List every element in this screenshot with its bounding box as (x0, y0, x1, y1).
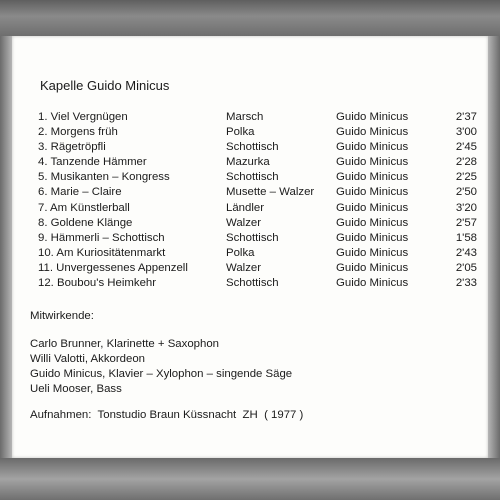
track-row (38, 185, 482, 200)
recording-info: Aufnahmen: Tonstudio Braun Küssnacht ZH ( 1977 ) (30, 409, 304, 421)
track-title: 4. Tanzende Hämmer (38, 156, 147, 169)
track-composer: Guido Minicus (336, 126, 409, 139)
album-title: Kapelle Guido Minicus (40, 78, 170, 93)
track-duration: 2'50 (455, 186, 477, 199)
track-composer: Guido Minicus (336, 261, 409, 274)
track-composer: Guido Minicus (336, 186, 409, 199)
track-row (38, 231, 482, 246)
track-style: Schottisch (226, 171, 279, 184)
track-composer: Guido Minicus (336, 277, 409, 290)
track-style: Polka (226, 246, 255, 259)
track-style: Ländler (226, 201, 264, 214)
track-title: 6. Marie – Claire (38, 186, 122, 199)
track-style: Walzer (226, 216, 262, 229)
track-title: 5. Musikanten – Kongress (38, 171, 170, 184)
back-cover-sheet (12, 36, 488, 458)
track-composer: Guido Minicus (336, 216, 409, 229)
track-row (38, 110, 482, 125)
track-duration: 3'00 (455, 126, 477, 139)
track-duration: 2'57 (455, 216, 477, 229)
track-style: Musette – Walzer (226, 186, 315, 199)
track-duration: 1'58 (455, 231, 477, 244)
track-list (38, 110, 482, 291)
track-composer: Guido Minicus (336, 231, 409, 244)
track-style: Schottisch (226, 141, 279, 154)
track-duration: 2'33 (455, 277, 477, 290)
performers-label: Mitwirkende: (30, 310, 94, 322)
track-duration: 3'20 (455, 201, 477, 214)
track-title: 12. Boubou's Heimkehr (38, 277, 157, 290)
track-row (38, 125, 482, 140)
track-title: 9. Hämmerli – Schottisch (38, 231, 165, 244)
track-row (38, 246, 482, 261)
track-row (38, 140, 482, 155)
track-style: Walzer (226, 261, 262, 274)
track-composer: Guido Minicus (336, 141, 409, 154)
performer-item: Guido Minicus, Klavier – Xylophon – singende Säge (30, 368, 293, 381)
track-duration: 2'45 (455, 141, 477, 154)
track-row (38, 201, 482, 216)
case-left-edge (0, 36, 12, 458)
track-duration: 2'37 (455, 111, 477, 123)
track-title: 3. Rägetröpfli (38, 141, 106, 154)
track-title: 1. Viel Vergnügen (38, 111, 128, 123)
track-style: Mazurka (226, 156, 270, 169)
track-composer: Guido Minicus (336, 156, 409, 169)
track-composer: Guido Minicus (336, 171, 409, 184)
track-duration: 2'25 (455, 171, 477, 184)
performer-item: Willi Valotti, Akkordeon (30, 353, 146, 366)
track-style: Schottisch (226, 231, 279, 244)
case-top-edge (0, 0, 500, 36)
track-composer: Guido Minicus (336, 201, 409, 214)
track-row (38, 155, 482, 170)
track-duration: 2'43 (455, 246, 477, 259)
track-title: 11. Unvergessenes Appenzell (38, 261, 188, 274)
track-row (38, 216, 482, 231)
performer-item: Ueli Mooser, Bass (30, 383, 122, 396)
track-row (38, 170, 482, 185)
track-row (38, 276, 482, 291)
track-duration: 2'28 (455, 156, 477, 169)
case-bottom-edge (0, 458, 500, 500)
case-right-edge (488, 36, 500, 458)
track-style: Polka (226, 126, 255, 139)
performers-list (30, 337, 292, 397)
track-title: 2. Morgens früh (38, 126, 118, 139)
track-style: Marsch (226, 111, 264, 123)
track-duration: 2'05 (455, 261, 477, 274)
performer-item: Carlo Brunner, Klarinette + Saxophon (30, 338, 220, 350)
track-row (38, 261, 482, 276)
track-composer: Guido Minicus (336, 246, 409, 259)
track-style: Schottisch (226, 277, 279, 290)
track-title: 10. Am Kuriositätenmarkt (38, 246, 166, 259)
track-title: 7. Am Künstlerball (38, 201, 130, 214)
track-composer: Guido Minicus (336, 111, 409, 123)
track-title: 8. Goldene Klänge (38, 216, 133, 229)
